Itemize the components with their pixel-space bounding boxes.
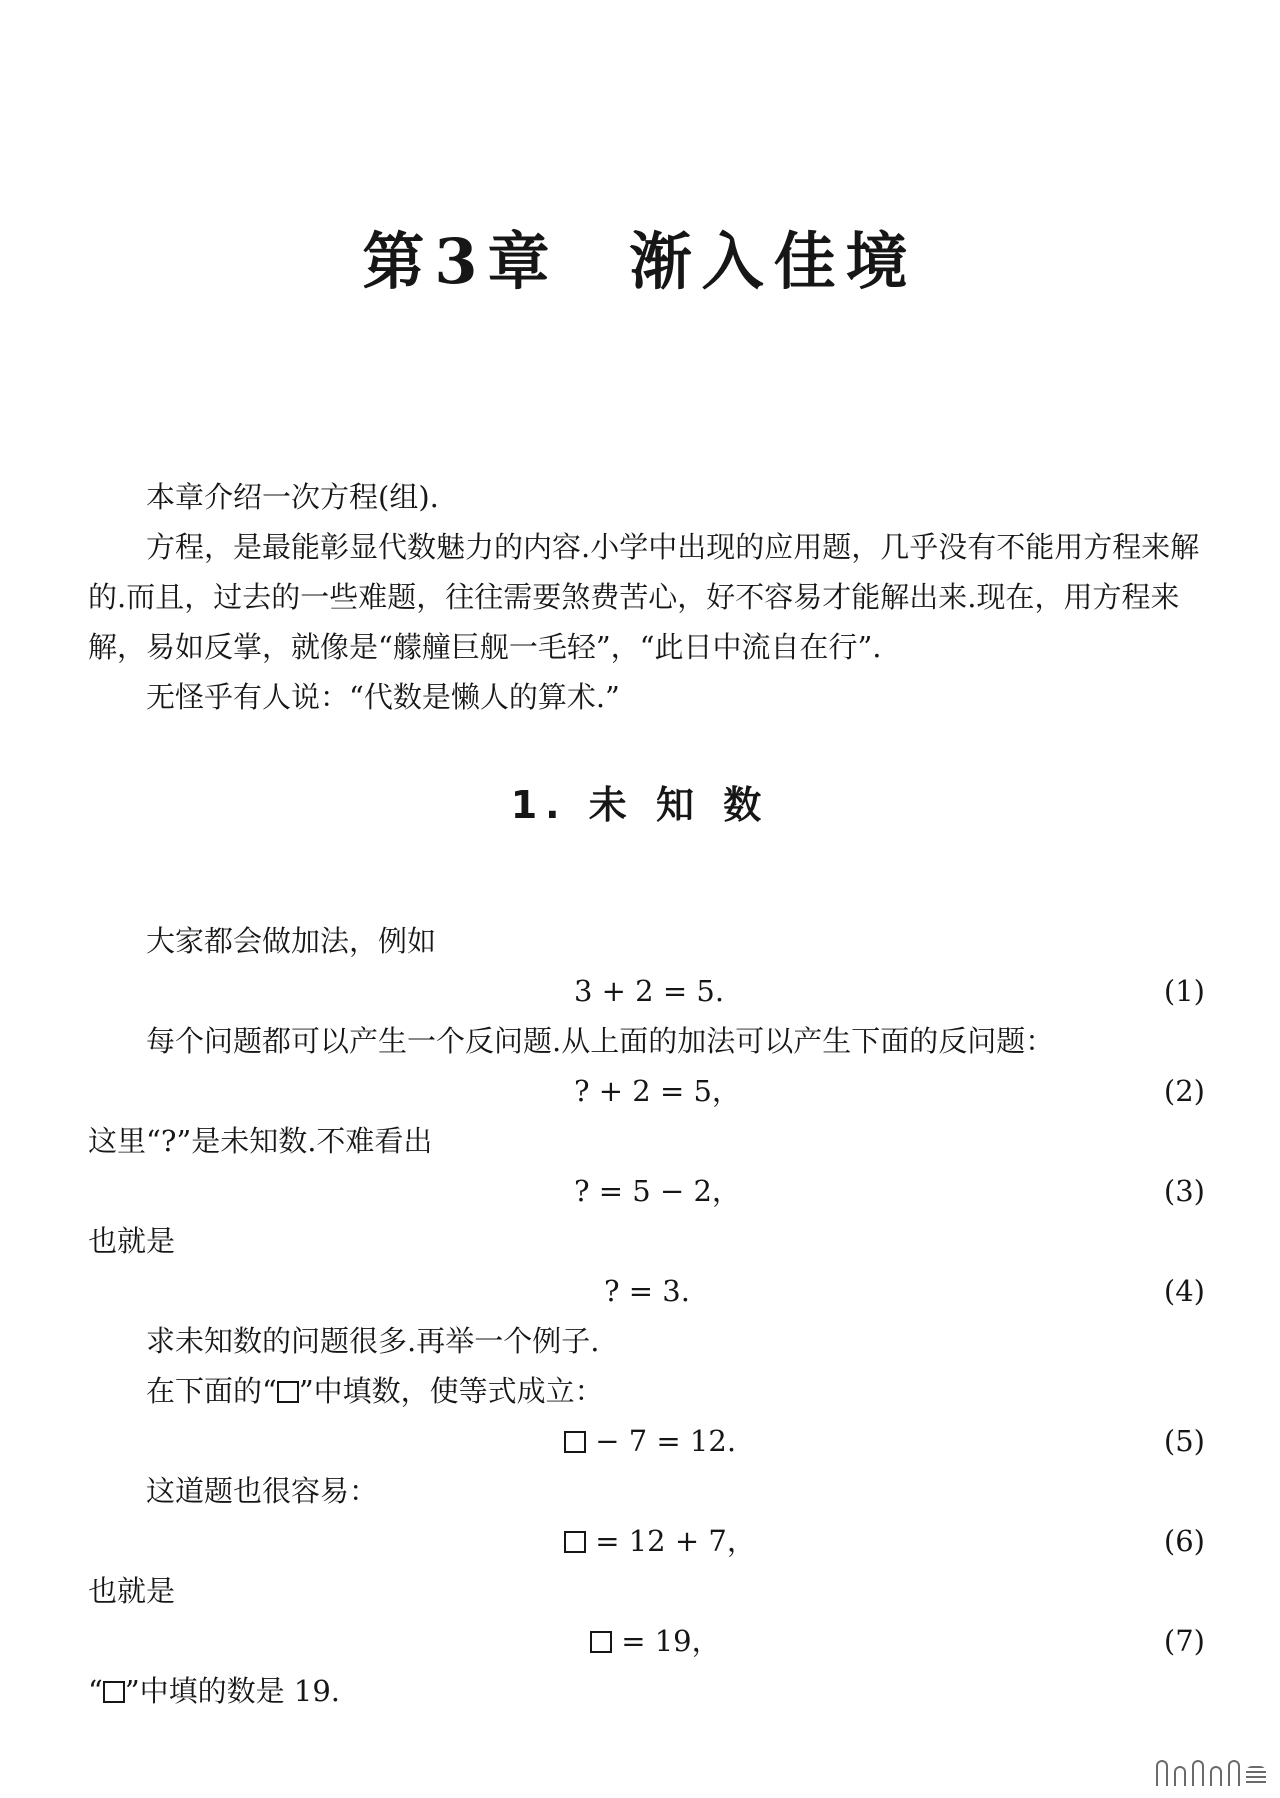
section-title: 1. 未 知 数 — [510, 783, 770, 827]
blank-box-icon — [277, 1381, 299, 1403]
body-text-6-start: 在下面的“ — [146, 1374, 277, 1408]
equation-3-expression: ? = 5 − 2， — [574, 1174, 741, 1208]
equation-2-number: (2) — [1163, 1074, 1205, 1108]
body-text-8: 也就是 — [88, 1574, 176, 1608]
equation-6-text: = 12 + 7， — [586, 1524, 756, 1558]
equation-3 — [0, 1166, 1280, 1216]
chapter-number: 第3章 — [362, 225, 560, 298]
equation-5-text: − 7 = 12. — [586, 1424, 737, 1458]
watermark-logo-icon — [1156, 1760, 1266, 1786]
equation-7-expression — [590, 1616, 721, 1666]
body-text-6 — [146, 1366, 1264, 1416]
equation-4-expression: ? = 3. — [604, 1274, 690, 1308]
intro-paragraph-1: 本章介绍一次方程(组). — [146, 480, 439, 514]
equation-5-number: (5) — [1163, 1424, 1205, 1458]
equation-7-number: (7) — [1163, 1624, 1205, 1658]
body-text-4: 也就是 — [88, 1224, 176, 1258]
blank-box-icon — [590, 1631, 612, 1653]
intro-paragraph-3: 无怪乎有人说：“代数是懒人的算术.” — [146, 680, 620, 714]
body-text-3: 这里“?”是未知数.不难看出 — [88, 1124, 433, 1158]
intro-paragraph-2: 方程，是最能彰显代数魅力的内容.小学中出现的应用题，几乎没有不能用方程来解的.而且，过去的一些难题，往往需要煞费苦心，好不容易才能解出来.现在，用方程来解，易如反掌，就像是“艨艟巨舰一毛轻”，“此日中流自在行”. — [88, 530, 1200, 664]
equation-1 — [0, 966, 1280, 1016]
blank-box-icon — [564, 1531, 586, 1553]
equation-7 — [0, 1616, 1280, 1666]
blank-box-icon — [103, 1681, 125, 1703]
body-text-2: 每个问题都可以产生一个反问题.从上面的加法可以产生下面的反问题： — [146, 1024, 1055, 1058]
body-text-9-end: ”中填的数是 19. — [124, 1674, 340, 1708]
equation-2-expression: ? + 2 = 5， — [574, 1074, 741, 1108]
equation-6 — [0, 1516, 1280, 1566]
chapter-title — [0, 222, 1280, 302]
chapter-name: 渐入佳境 — [629, 225, 918, 298]
body-text-5: 求未知数的问题很多.再举一个例子. — [146, 1324, 600, 1358]
body-text-9-start: “ — [88, 1674, 103, 1708]
equation-2 — [0, 1066, 1280, 1116]
equation-5-expression — [564, 1416, 736, 1466]
equation-6-expression — [564, 1516, 756, 1566]
equation-1-number: (1) — [1163, 974, 1205, 1008]
equation-4 — [0, 1266, 1280, 1316]
equation-7-text: = 19， — [612, 1624, 721, 1658]
equation-4-number: (4) — [1163, 1274, 1205, 1308]
body-text-1: 大家都会做加法，例如 — [146, 924, 437, 958]
equation-6-number: (6) — [1163, 1524, 1205, 1558]
body-text-6-end: ”中填数，使等式成立： — [298, 1374, 604, 1408]
body-text-7: 这道题也很容易： — [146, 1474, 379, 1508]
blank-box-icon — [564, 1431, 586, 1453]
equation-1-expression: 3 + 2 = 5. — [574, 974, 725, 1008]
body-text-9 — [88, 1666, 1206, 1716]
equation-5 — [0, 1416, 1280, 1466]
equation-3-number: (3) — [1163, 1174, 1205, 1208]
